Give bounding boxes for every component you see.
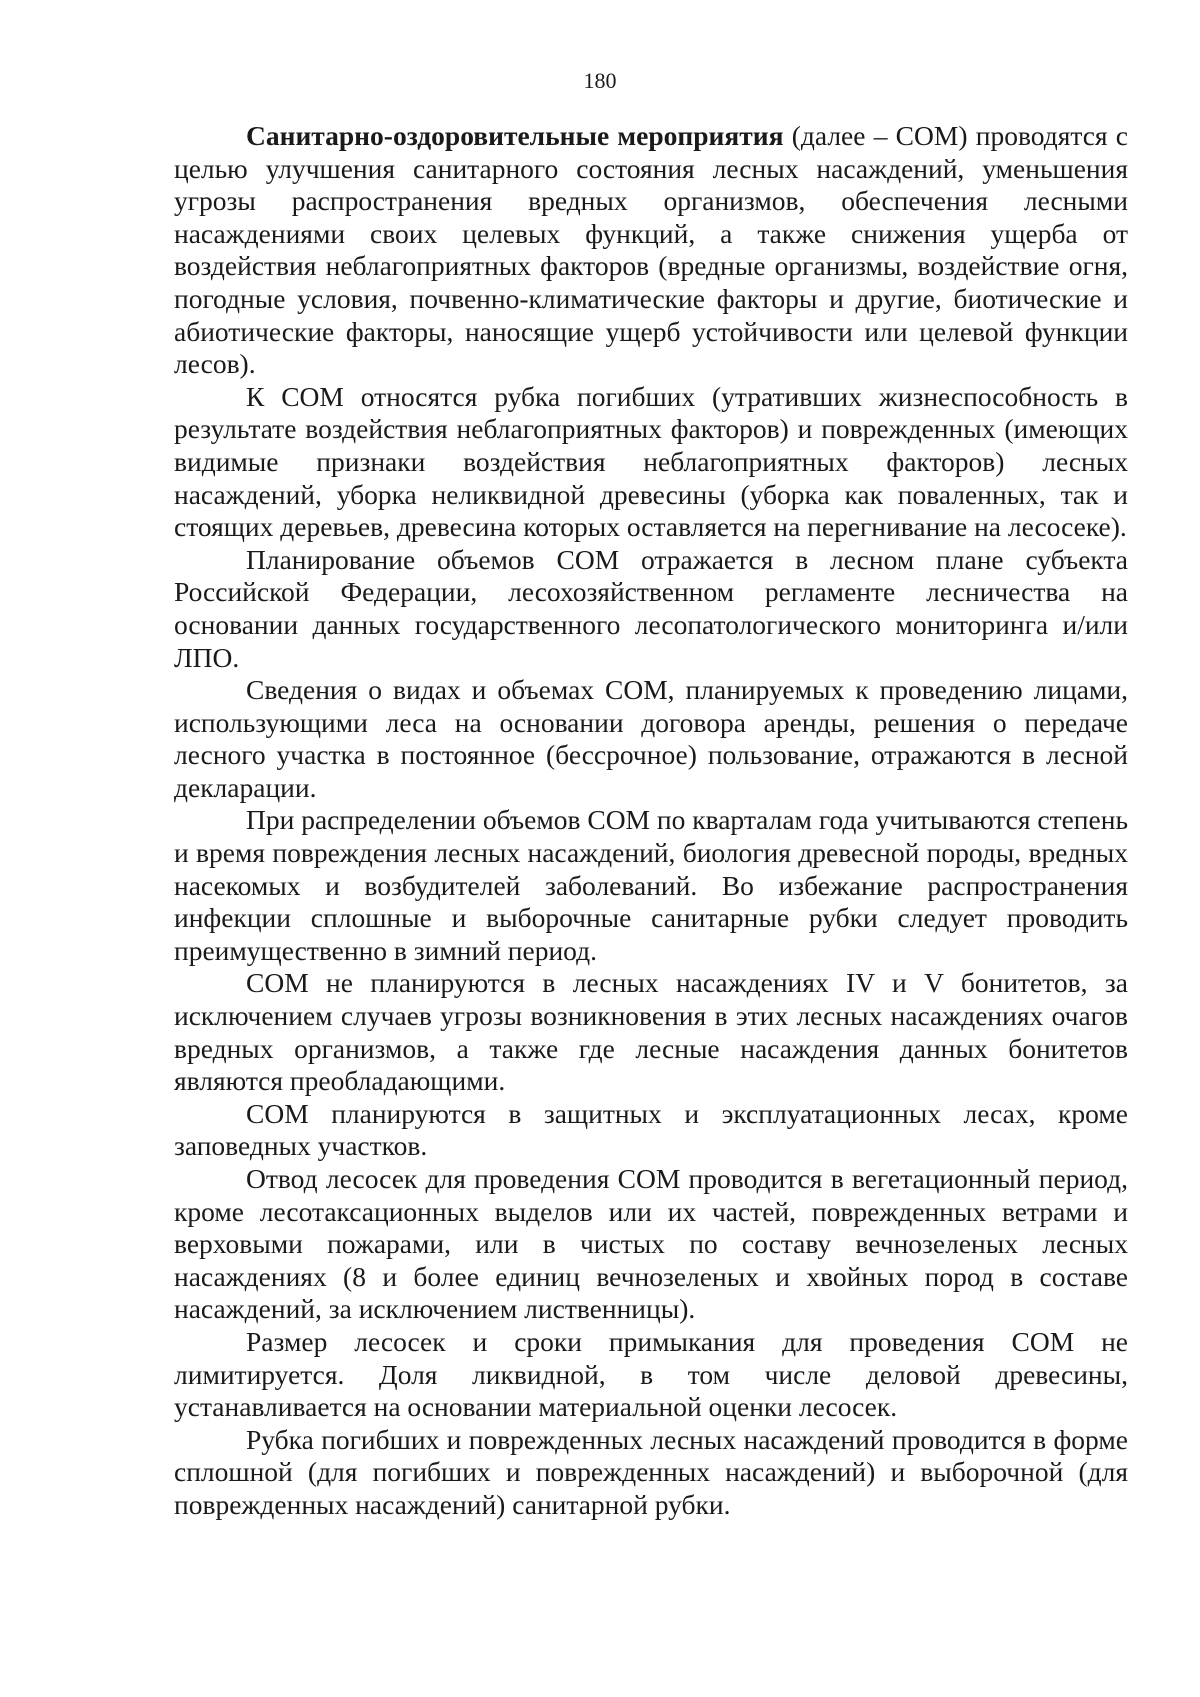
- paragraph-som-includes: К СОМ относятся рубка погибших (утративших жизнеспособность в результате воздействия неблагоприятных факторов) и поврежденных (имеющих видимые признаки воздействия неблагоприятных факторов) лесных насаждений, уборка неликвидной древесины (уборка как поваленных, так и стоящих деревьев, древесина которых оставляется на перегнивание на лесосеке).: [174, 380, 1128, 543]
- paragraph-quarterly-distribution: При распределении объемов СОМ по кварталам года учитываются степень и время повреждения лесных насаждений, биология древесной породы, вредных насекомых и возбудителей заболеваний. Во избежание распространения инфекции сплошные и выборочные санитарные рубки следует проводить преимущественно в зимний период.: [174, 804, 1128, 966]
- paragraph-forest-declaration: Сведения о видах и объемах СОМ, планируемых к проведению лицами, использующими леса на основании договора аренды, решения о передаче лесного участка в постоянное (бессрочное) пользование, отражаются в лесной декларации.: [174, 674, 1128, 803]
- paragraph-cutting-area-allotment: Отвод лесосек для проведения СОМ проводится в вегетационный период, кроме лесотаксационных выделов или их частей, поврежденных ветрами и верховыми пожарами, или в чистых по составу вечнозеленых лесных насаждениях (8 и более единиц вечнозеленых и хвойных пород в составе насаждений, за исключением лиственницы).: [174, 1163, 1128, 1325]
- paragraph-text: (далее – СОМ) проводятся с целью улучшения санитарного состояния лесных насаждений, уменьшения угрозы распространения вредных организмов, обеспечения лесными насаждениями своих целевых функций, а также снижения ущерба от воздействия неблагоприятных факторов (вредные организмы, воздействие огня, погодные условия, почвенно-климатические факторы и другие, биотические и абиотические факторы, наносящие ущерб устойчивости или целевой функции лесов).: [174, 120, 1128, 380]
- paragraph-cutting-area-size: Размер лесосек и сроки примыкания для проведения СОМ не лимитируется. Доля ликвидной, в том числе деловой древесины, устанавливается на основании материальной оценки лесосек.: [174, 1325, 1128, 1423]
- paragraph-protective-forests: СОМ планируются в защитных и эксплуатационных лесах, кроме заповедных участков.: [174, 1097, 1128, 1162]
- paragraph-som-definition: [174, 120, 1128, 381]
- paragraph-som-planning: Планирование объемов СОМ отражается в лесном плане субъекта Российской Федерации, лесохозяйственном регламенте лесничества на основании данных государственного лесопатологического мониторинга и/или ЛПО.: [174, 543, 1128, 673]
- paragraph-bonitet-exclusion: СОМ не планируются в лесных насаждениях IV и V бонитетов, за исключением случаев угрозы возникновения в этих лесных насаждениях очагов вредных организмов, а также где лесные насаждения данных бонитетов являются преобладающими.: [174, 967, 1128, 1097]
- paragraph-sanitary-felling: Рубка погибших и поврежденных лесных насаждений проводится в форме сплошной (для погибших и поврежденных насаждений) и выборочной (для поврежденных насаждений) санитарной рубки.: [174, 1423, 1128, 1520]
- term-bold: Санитарно-оздоровительные мероприятия: [246, 120, 784, 151]
- page-number: 180: [583, 68, 617, 93]
- document-body: [174, 120, 1128, 1522]
